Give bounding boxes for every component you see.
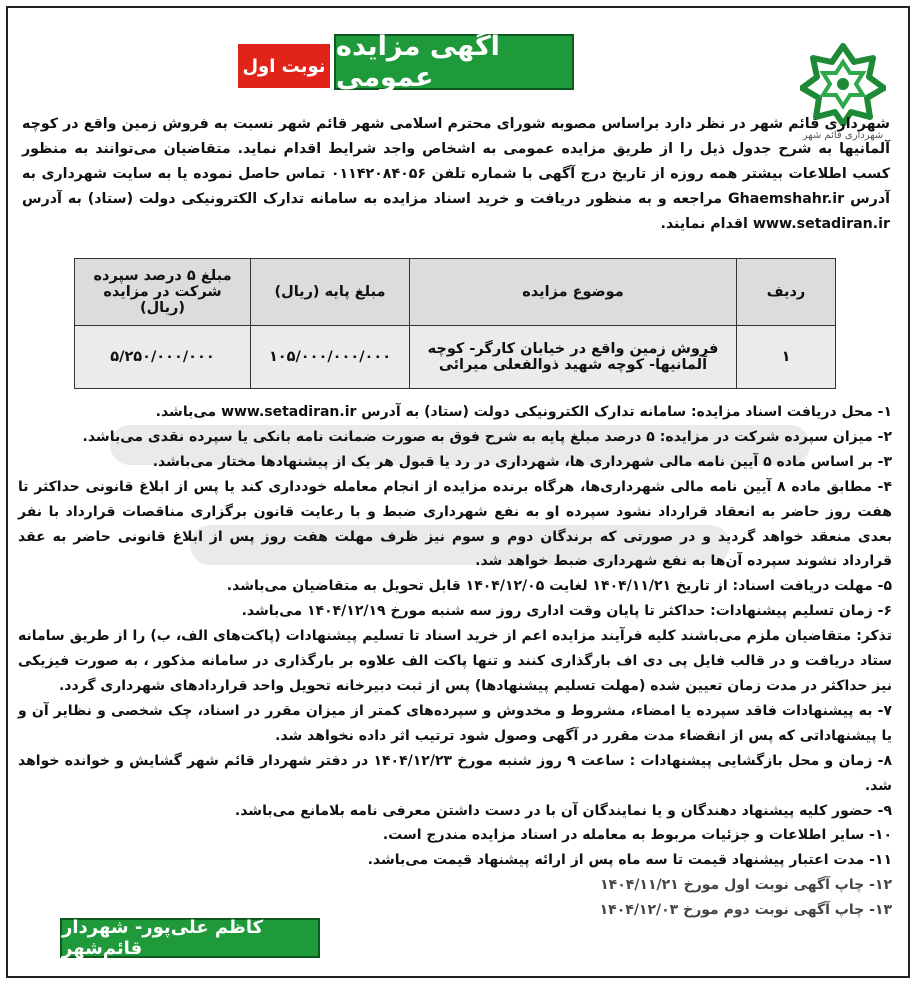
col-base-price: مبلغ پایه (ریال) xyxy=(251,259,410,326)
list-item: ۹- حضور کلیه پیشنهاد دهندگان و یا نمایندگان آن با در دست داشتن معرفی نامه بلامانع می‌باشد. xyxy=(234,802,892,819)
auction-table xyxy=(74,258,836,389)
list-item-note: تذکر: متقاضیان ملزم می‌باشند کلیه فرآیند مزایده اعم از خرید اسناد تا تسلیم پیشنهادات (پاکت‌های الف، ب) را از طریق سامانه ستاد دریافت و در قالب فایل پی دی اف بارگذاری کنند و تنها پاکت الف علاوه بر بارگذاری در سامانه مذکور ، به صورت فیزیکی نیز حداکثر در مدت زمان تعیین شده (مهلت تسلیم پیشنهادها) پس از ثبت دبیرخانه تحویل واحد قراردادهای شهرداری گردد. xyxy=(18,628,892,694)
print-date-first: ۱۲- چاپ آگهی نوبت اول مورخ ۱۴۰۴/۱۱/۲۱ xyxy=(600,877,892,894)
cell-subject: فروش زمین واقع در خیابان کارگر- کوچه آلمانیها- کوچه شهید ذوالفعلی میرائی xyxy=(410,326,737,389)
col-deposit: مبلغ ۵ درصد سپرده شرکت در مزایده (ریال) xyxy=(75,259,251,326)
list-item: ۷- به پیشنهادات فاقد سپرده یا امضاء، مشروط و مخدوش و سپرده‌های کمتر از میزان مقرر در اسناد، چک شخصی و نظایر آن و یا پیشنهاداتی که پس از انقضاء مدت مقرر در آگهی وصول شود ترتیب اثر داده نخواهد شد. xyxy=(18,702,892,744)
list-item: ۳- بر اساس ماده ۵ آیین نامه مالی شهرداری ها، شهرداری در رد یا قبول هر یک از پیشنهادها مختار می‌باشد. xyxy=(152,453,892,470)
list-item: ۲- میزان سپرده شرکت در مزایده: ۵ درصد مبلغ پایه به شرح فوق به صورت ضمانت نامه بانکی یا سپرده نقدی می‌باشد. xyxy=(82,428,892,445)
list-item: ۵- مهلت دریافت اسناد: از تاریخ ۱۴۰۴/۱۱/۲۱ لغایت ۱۴۰۴/۱۲/۰۵ قابل تحویل به متقاضیان می‌باشد. xyxy=(226,578,892,595)
list-item: ۱- محل دریافت اسناد مزایده: سامانه تدارک الکترونیکی دولت (ستاد) به آدرس www.setadiran.ir می‌باشد. xyxy=(155,404,892,420)
list-item: ۱۰- سایر اطلاعات و جزئیات مربوط به معامله در اسناد مزایده مندرج است. xyxy=(382,827,892,844)
cell-deposit: ۵/۲۵۰/۰۰۰/۰۰۰ xyxy=(75,326,251,389)
print-date-second: ۱۳- چاپ آگهی نوبت دوم مورخ ۱۴۰۴/۱۲/۰۳ xyxy=(599,902,892,919)
conditions-list xyxy=(18,400,892,923)
table-header-row xyxy=(75,259,836,326)
ad-title: آگهی مزایده عمومی xyxy=(334,34,574,90)
cell-base-price: ۱۰۵/۰۰۰/۰۰۰/۰۰۰ xyxy=(251,326,410,389)
list-item: ۴- مطابق ماده ۸ آیین نامه مالی شهرداری‌ها، هرگاه برنده مزایده از انجام معامله خودداری کند یا پس از ابلاغ قانونی حداکثر تا هفت روز حاضر به انعقاد قرارداد نشود سپرده او به نفع شهرداری ضبط و با رعایت قانون برگزاری مناقصات قرارداد با نفر بعدی منعقد خواهد گردید و در صورتی که برندگان دوم و سوم نیز ظرف مهلت هفت روز پس از ابلاغ قانونی حاضر به عقد قرارداد نشوند سپرده آن‌ها به نفع شهرداری ضبط خواهد شد. xyxy=(18,478,893,570)
list-item: ۱۱- مدت اعتبار پیشنهاد قیمت تا سه ماه پس از ارائه پیشنهاد قیمت می‌باشد. xyxy=(367,852,892,869)
cell-row-number: ۱ xyxy=(737,326,836,389)
table-row xyxy=(75,326,836,389)
col-subject: موضوع مزایده xyxy=(410,259,737,326)
col-row-number: ردیف xyxy=(737,259,836,326)
list-item: ۶- زمان تسلیم پیشنهادات: حداکثر تا پایان وقت اداری روز سه شنبه مورخ ۱۴۰۴/۱۲/۱۹ می‌باشد. xyxy=(241,603,892,620)
logo-caption: شهرداری قائم شهر xyxy=(802,130,884,141)
round-badge: نوبت اول xyxy=(238,44,330,88)
mayor-signature: کاظم علی‌پور- شهردار قائم‌شهر xyxy=(60,918,320,958)
intro-paragraph xyxy=(22,112,890,237)
list-item: ۸- زمان و محل بازگشایی پیشنهادات : ساعت ۹ روز شنبه مورخ ۱۴۰۴/۱۲/۲۳ در دفتر شهردار قائم شهر گشایش و خوانده خواهد شد. xyxy=(18,752,892,794)
intro-text: شهرداری قائم شهر در نظر دارد براساس مصوبه شورای محترم اسلامی شهر قائم شهر نسبت به فروش زمین واقع در کوچه آلمانیها به شرح جدول ذیل را از طریق مزایده عمومی به اشخاص واجد شرایط اقدام نماید. متقاضیان می‌توانند به منظور کسب اطلاعات بیشتر همه روزه از تاریخ درج آگهی با شماره تلفن ۰۱۱۴۲۰۸۴۰۵۶ تماس حاصل نموده یا به سایت شهرداری به آدرس Ghaemshahr.ir مراجعه و به منظور دریافت و خرید اسناد مزایده به سامانه تدارک الکترونیکی دولت (ستاد) به آدرس www.setadiran.ir اقدام نمایند. xyxy=(22,116,890,232)
